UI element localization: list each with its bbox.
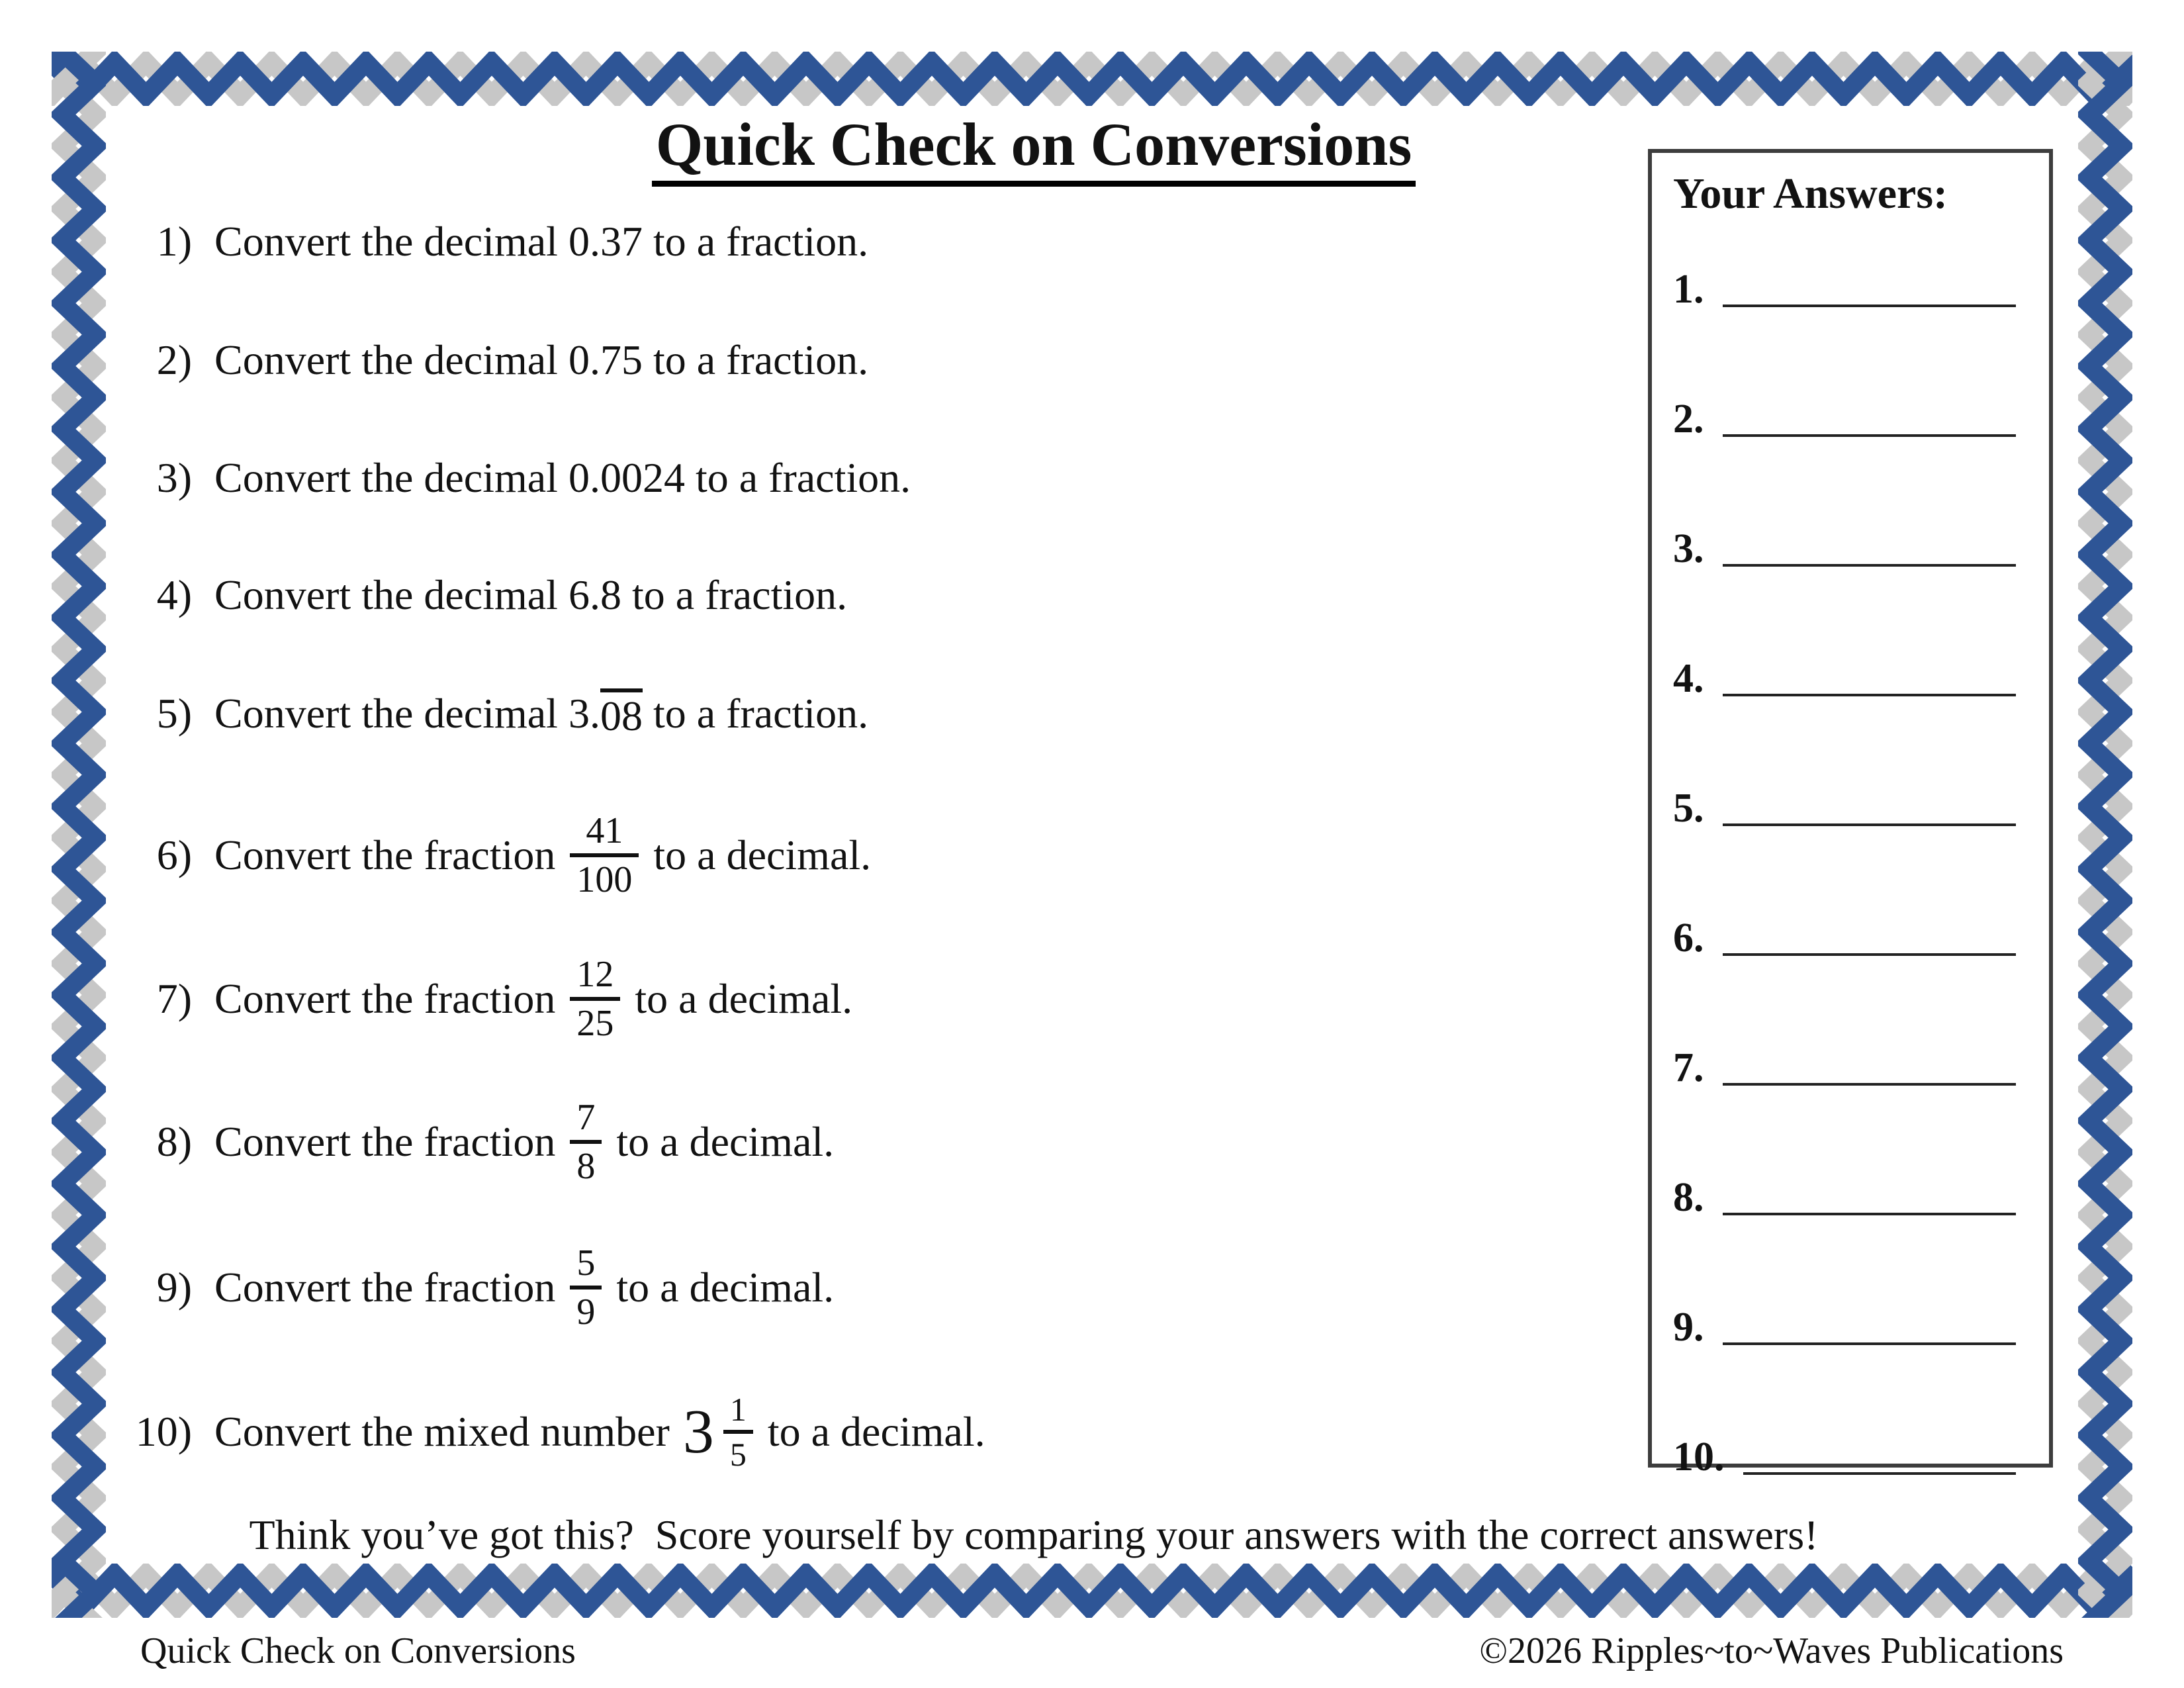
question-text: Convert the decimal 0.75 to a fraction. bbox=[214, 336, 869, 384]
worksheet-title: Quick Check on Conversions bbox=[652, 111, 1416, 187]
answer-slot-8 bbox=[1673, 1162, 2016, 1218]
question-4 bbox=[106, 563, 847, 627]
question-text: to a decimal. bbox=[616, 1118, 835, 1166]
question-number: 8) bbox=[156, 1118, 192, 1166]
question-7 bbox=[106, 953, 853, 1044]
question-number: 2) bbox=[156, 336, 192, 384]
fraction-bar bbox=[723, 1430, 753, 1434]
fraction-denominator: 8 bbox=[576, 1146, 596, 1187]
question-text: Convert the decimal 0.0024 to a fraction. bbox=[214, 454, 911, 502]
answer-slot-6 bbox=[1673, 903, 2016, 959]
question-2 bbox=[106, 328, 868, 392]
answer-blank-line[interactable] bbox=[1723, 953, 2017, 956]
answer-number: 8. bbox=[1673, 1175, 1704, 1220]
question-number: 3) bbox=[156, 454, 192, 502]
fraction-numerator: 41 bbox=[586, 810, 623, 851]
border-zigzag-right bbox=[2078, 52, 2132, 1618]
answer-number: 3. bbox=[1673, 526, 1704, 571]
footer-document-title: Quick Check on Conversions bbox=[140, 1630, 576, 1671]
fraction-numerator: 12 bbox=[576, 953, 614, 995]
answer-number: 10. bbox=[1673, 1434, 1725, 1479]
question-text: to a fraction. bbox=[642, 690, 869, 737]
question-3 bbox=[106, 446, 911, 510]
question-text: Convert the mixed number bbox=[214, 1408, 670, 1456]
closing-line: Think you’ve got this? Score yourself by comparing your answers with the correct answers! bbox=[249, 1511, 1819, 1558]
question-text: Convert the fraction bbox=[214, 1118, 556, 1166]
fraction bbox=[570, 811, 639, 900]
fraction-numerator: 7 bbox=[576, 1096, 596, 1138]
fraction-bar bbox=[570, 997, 620, 1001]
question-text: to a decimal. bbox=[767, 1408, 985, 1456]
mixed-number-whole: 3 bbox=[682, 1397, 714, 1466]
fraction-numerator: 1 bbox=[729, 1391, 747, 1428]
answer-number: 6. bbox=[1673, 915, 1704, 961]
question-9 bbox=[106, 1242, 835, 1333]
fraction-bar bbox=[570, 1286, 602, 1289]
question-text: to a decimal. bbox=[653, 831, 872, 879]
question-1 bbox=[106, 210, 868, 273]
answer-slot-9 bbox=[1673, 1292, 2016, 1348]
border-zigzag-top bbox=[52, 52, 2132, 106]
question-number: 9) bbox=[156, 1264, 192, 1311]
answer-slot-2 bbox=[1673, 384, 2016, 440]
answer-blank-line[interactable] bbox=[1723, 1213, 2017, 1215]
answer-slot-3 bbox=[1673, 514, 2016, 569]
question-text: Convert the decimal 0.37 to a fraction. bbox=[214, 218, 869, 265]
fraction-bar bbox=[570, 1140, 602, 1144]
question-number: 5) bbox=[156, 690, 192, 737]
question-number: 4) bbox=[156, 571, 192, 619]
question-8 bbox=[106, 1096, 835, 1187]
answer-blank-line[interactable] bbox=[1723, 434, 2017, 437]
question-number: 6) bbox=[156, 831, 192, 879]
answer-slot-10 bbox=[1673, 1422, 2016, 1477]
answer-number: 4. bbox=[1673, 656, 1704, 701]
fraction-denominator: 5 bbox=[729, 1436, 747, 1473]
answer-number: 2. bbox=[1673, 397, 1704, 442]
fraction bbox=[570, 955, 620, 1044]
fraction-bar bbox=[570, 853, 639, 857]
answer-blank-line[interactable] bbox=[1723, 694, 2017, 696]
fraction-denominator: 25 bbox=[576, 1003, 614, 1044]
answer-number: 1. bbox=[1673, 267, 1704, 312]
answer-blank-line[interactable] bbox=[1723, 564, 2017, 567]
question-number: 10) bbox=[135, 1408, 192, 1456]
question-text: Convert the fraction bbox=[214, 831, 556, 879]
answer-blank-line[interactable] bbox=[1723, 1083, 2017, 1086]
answer-blank-line[interactable] bbox=[1743, 1472, 2017, 1475]
answers-panel bbox=[1648, 149, 2053, 1479]
fraction-numerator: 5 bbox=[576, 1242, 596, 1284]
question-text: to a decimal. bbox=[616, 1264, 835, 1311]
question-text: Convert the decimal 6.8 to a fraction. bbox=[214, 571, 848, 619]
question-text: to a decimal. bbox=[635, 975, 853, 1023]
border-zigzag-left bbox=[52, 52, 106, 1618]
answer-number: 9. bbox=[1673, 1305, 1704, 1350]
answer-slot-5 bbox=[1673, 773, 2016, 829]
border-zigzag-bottom bbox=[52, 1564, 2132, 1618]
fraction bbox=[723, 1391, 753, 1472]
question-text: Convert the fraction bbox=[214, 1264, 556, 1311]
answer-slot-7 bbox=[1673, 1033, 2016, 1088]
answer-slot-4 bbox=[1673, 643, 2016, 699]
fraction bbox=[570, 1098, 602, 1187]
answer-number: 5. bbox=[1673, 786, 1704, 831]
fraction-denominator: 100 bbox=[576, 859, 633, 900]
answer-blank-line[interactable] bbox=[1723, 305, 2017, 307]
question-5 bbox=[106, 682, 868, 745]
question-6 bbox=[106, 810, 872, 900]
answer-slot-1 bbox=[1673, 254, 2016, 310]
question-number: 7) bbox=[156, 975, 192, 1023]
answers-heading: Your Answers: bbox=[1673, 169, 1948, 218]
title-container bbox=[372, 111, 1696, 187]
repeating-decimal-overline: 08 bbox=[600, 688, 643, 738]
answer-number: 7. bbox=[1673, 1045, 1704, 1090]
question-text: Convert the decimal 3. bbox=[214, 690, 600, 737]
answer-blank-line[interactable] bbox=[1723, 823, 2017, 826]
question-text: Convert the fraction bbox=[214, 975, 556, 1023]
question-10 bbox=[106, 1391, 985, 1473]
fraction-denominator: 9 bbox=[576, 1291, 596, 1333]
answer-blank-line[interactable] bbox=[1723, 1342, 2017, 1345]
fraction bbox=[570, 1243, 602, 1333]
question-number: 1) bbox=[156, 218, 192, 265]
footer-copyright: ©2026 Ripples~to~Waves Publications bbox=[1479, 1630, 2064, 1671]
